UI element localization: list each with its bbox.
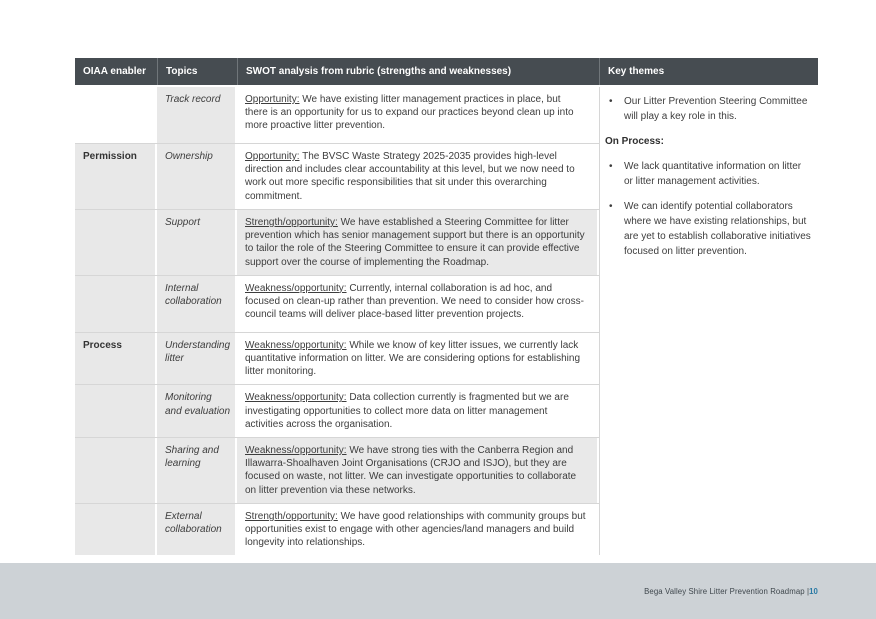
swot-text: The BVSC Waste Strategy 2025-2035 provides high-level direction and includes clear accountability at this level, but we now need to work out more specific responsibilities that sit under this overarching commitment. xyxy=(245,151,575,202)
header-topics: Topics xyxy=(157,58,237,85)
swot-lead: Opportunity: xyxy=(245,151,300,162)
bullet-icon: • xyxy=(609,201,613,212)
page-footer xyxy=(0,563,876,619)
enabler-cell xyxy=(75,210,157,275)
swot-lead: Weakness/opportunity: xyxy=(245,282,347,294)
table-rows xyxy=(75,87,599,555)
topic-cell: Sharing and learning xyxy=(157,438,237,503)
enabler-cell xyxy=(75,87,157,143)
table-row xyxy=(75,209,599,275)
swot-cell xyxy=(237,438,599,503)
swot-text: We have existing litter management practices in place, but there is an opportunity for us to expand our practices beyond clean up into more proactive litter prevention. xyxy=(245,94,574,132)
key-theme-item xyxy=(609,94,812,124)
enabler-cell xyxy=(75,276,157,332)
table-row xyxy=(75,503,599,556)
footer-separator: | xyxy=(806,586,810,596)
bullet-icon: • xyxy=(609,96,613,107)
swot-lead: Opportunity: xyxy=(245,94,300,105)
swot-text: We have established a Steering Committee for litter prevention which has senior management support but there is an opportunity to tailor the role of the Steering Committee to ensure it can provide effective support over the course of implementing the Roadmap. xyxy=(245,217,585,268)
topic-cell: Monitoring and evaluation xyxy=(157,385,237,437)
enabler-cell: Permission xyxy=(75,144,157,209)
topic-cell: External collaboration xyxy=(157,504,237,556)
table-row xyxy=(75,87,599,143)
header-swot: SWOT analysis from rubric (strengths and weaknesses) xyxy=(237,58,599,85)
table-row xyxy=(75,332,599,385)
swot-lead: Strength/opportunity: xyxy=(245,217,338,228)
swot-lead: Weakness/opportunity: xyxy=(245,445,347,457)
swot-cell xyxy=(237,144,599,209)
swot-text: We have strong ties with the Canberra Region and Illawarra-Shoalhaven Joint Organisations (CRJO and ISJO), but they are focused on waste, not litter. We can investigate opportunities to collaborate on litter prevention via these networks. xyxy=(245,445,577,496)
footer-text xyxy=(644,587,818,596)
swot-text: Data collection currently is fragmented but we are investigating opportunities to collect more data on litter management activities across the organisation. xyxy=(245,392,569,430)
enabler-cell xyxy=(75,385,157,437)
topic-cell: Ownership xyxy=(157,144,237,209)
swot-lead: Strength/opportunity: xyxy=(245,510,338,522)
footer-title: Bega Valley Shire Litter Prevention Roadmap xyxy=(644,586,807,596)
swot-cell xyxy=(237,504,599,556)
table-row xyxy=(75,384,599,437)
swot-text: While we know of key litter issues, we currently lack quantitative information on litter. We are considering options for establishing litter monitoring. xyxy=(245,339,581,378)
key-themes-cell xyxy=(599,87,818,555)
swot-text: Currently, internal collaboration is ad hoc, and focused on clean-up rather than prevention. We need to consider how cross-council teams will deliver place-based litter prevention projects. xyxy=(245,282,584,321)
table-body xyxy=(75,87,818,555)
swot-cell xyxy=(237,333,599,385)
table-row xyxy=(75,437,599,503)
enabler-cell: Process xyxy=(75,333,157,385)
key-themes-subheading: On Process: xyxy=(605,136,664,147)
swot-cell xyxy=(237,385,599,437)
topic-cell: Support xyxy=(157,210,237,275)
key-theme-item xyxy=(609,159,812,189)
topic-cell: Internal collaboration xyxy=(157,276,237,332)
table-header-row xyxy=(75,58,818,85)
swot-lead: Weakness/opportunity: xyxy=(245,392,347,404)
key-theme-text: We can identify potential collaborators where we have existing relationships, but are yet to establish collaborative initiatives focused on litter prevention. xyxy=(624,201,811,257)
table-row xyxy=(75,275,599,332)
swot-cell xyxy=(237,87,599,143)
table-row xyxy=(75,143,599,209)
key-theme-text: Our Litter Prevention Steering Committee will play a key role in this. xyxy=(624,96,808,122)
header-key-themes: Key themes xyxy=(599,58,818,85)
topic-cell: Track record xyxy=(157,87,237,143)
swot-text: We have good relationships with community groups but opportunities exist to engage with other agencies/land managers and build longevity into relationships. xyxy=(245,510,586,549)
bullet-icon: • xyxy=(609,161,613,172)
topic-cell: Understanding litter xyxy=(157,333,237,385)
key-theme-item xyxy=(609,199,812,259)
swot-cell xyxy=(237,210,599,275)
enabler-cell xyxy=(75,438,157,503)
enabler-cell xyxy=(75,504,157,556)
swot-table xyxy=(75,58,818,555)
header-oiaa-enabler: OIAA enabler xyxy=(83,66,146,77)
footer-page-number: 10 xyxy=(809,586,818,596)
swot-lead: Weakness/opportunity: xyxy=(245,339,347,351)
swot-cell xyxy=(237,276,599,332)
key-theme-text: We lack quantitative information on litter or litter management activities. xyxy=(624,161,802,187)
